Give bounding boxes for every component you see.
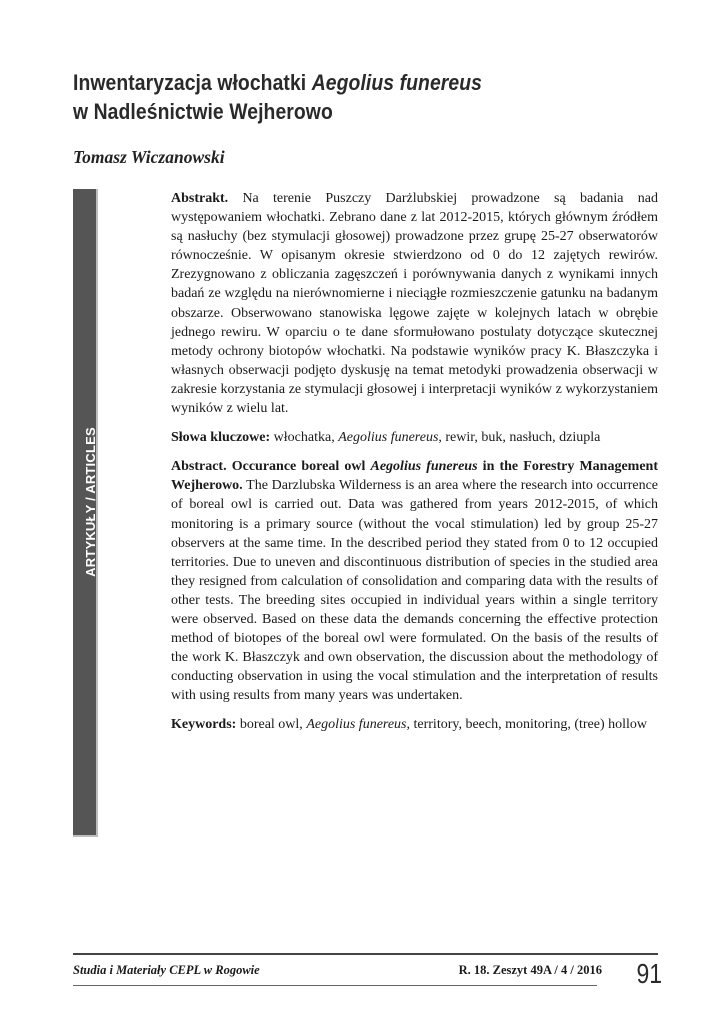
keywords-polish-after: , rewir, buk, nasłuch, dziupla <box>438 430 601 446</box>
footer-issue: R. 18. Zeszyt 49A / 4 / 2016 <box>458 963 602 977</box>
abstract-english <box>171 457 658 705</box>
title-line-1 <box>73 68 589 97</box>
abstract-polish <box>171 189 658 418</box>
keywords-polish-label: Słowa kluczowe: <box>171 430 271 446</box>
abstract-english-heading-species: Aegolius funereus <box>370 459 478 475</box>
keywords-english-species: Aegolius funereus <box>306 717 407 733</box>
abstract-english-text: The Darzlubska Wilderness is an area where the research into occurrence of boreal owl is carried out. Data was gathered from years 2012-2015, of which monitoring is a primary source (without the vocal stimulation) led by group 25-27 observers at the same time. In the described period they stated from 0 to 12 occupied territories. Due to uneven and discontinuous distribution of species in the studied area they resigned from calculation of consolidation and comparing data with the results of other tests. The breeding sites occupied in individual years within a single territory were observed. Based on these data the demands concerning the effective protection method of biotopes of the boreal owl were formulated. On the basis of the results of the work K. Błaszczyk and own observation, the discussion about the methodology of conducting observation in using the vocal stimulation and the interpretation of results with using results from many years was undertaken. <box>171 478 658 704</box>
keywords-polish <box>171 428 658 447</box>
keywords-english <box>171 715 658 734</box>
article-title <box>73 68 589 126</box>
footer-journal-name: Studia i Materiały CEPL w Rogowie <box>73 963 260 977</box>
section-label: ARTYKUŁY / ARTICLES <box>83 427 98 577</box>
author-name: Tomasz Wiczanowski <box>73 147 225 167</box>
page-number: 91 <box>636 958 662 989</box>
abstract-english-heading-prefix: Abstract. Occurance boreal owl <box>171 459 371 475</box>
keywords-polish-before: włochatka, <box>270 430 339 446</box>
section-sidebar <box>73 189 98 837</box>
keywords-english-after: , territory, beech, monitoring, (tree) hollow <box>406 717 648 733</box>
keywords-english-before: boreal owl, <box>236 717 307 733</box>
abstract-english-heading-suffix: in the Forestry Management Wejherowo. <box>171 459 658 494</box>
keywords-english-label: Keywords: <box>171 717 237 733</box>
footer-divider-top <box>73 953 658 955</box>
article-body <box>171 189 658 735</box>
abstract-polish-label: Abstrakt. <box>171 191 229 206</box>
keywords-polish-species: Aegolius funereus <box>338 430 439 446</box>
title-species: Aegolius funereus <box>311 70 483 95</box>
footer-divider-bottom <box>73 985 597 986</box>
title-prefix: Inwentaryzacja włochatki <box>73 70 312 95</box>
abstract-polish-text: Na terenie Puszczy Darżlubskiej prowadzone są badania nad występowaniem włochatki. Zebrano dane z lat 2012-2015, których głównym źródłem są nasłuchy (bez stymulacji głosowej) prowadzone przez grupę 25-27 obserwatorów równocześnie. W opisanym okresie stwierdzono od 0 do 12 zajętych rewirów. Zrezygnowano z obliczania zagęszczeń i porównywania danych z wynikami innych badań ze względu na nierównomierne i nieciągłe rozmieszczenie gatunku na badanym obszarze. Obserwowano stanowiska lęgowe zajęte w kolejnych latach w obrębie jednego rewiru. W oparciu o te dane sformułowano postulaty dotyczące skutecznej metody ochrony biotopów włochatki. Na podstawie wyników pracy K. Błaszczyka i własnych obserwacji podjęto dyskusję na temat metodyki prowadzenia obserwacji w zakresie korzystania ze stymulacji głosowej i interpretacji wyników z wykorzystaniem wyników z wielu lat. <box>171 191 658 417</box>
title-line-2: w Nadleśnictwie Wejherowo <box>73 99 333 124</box>
